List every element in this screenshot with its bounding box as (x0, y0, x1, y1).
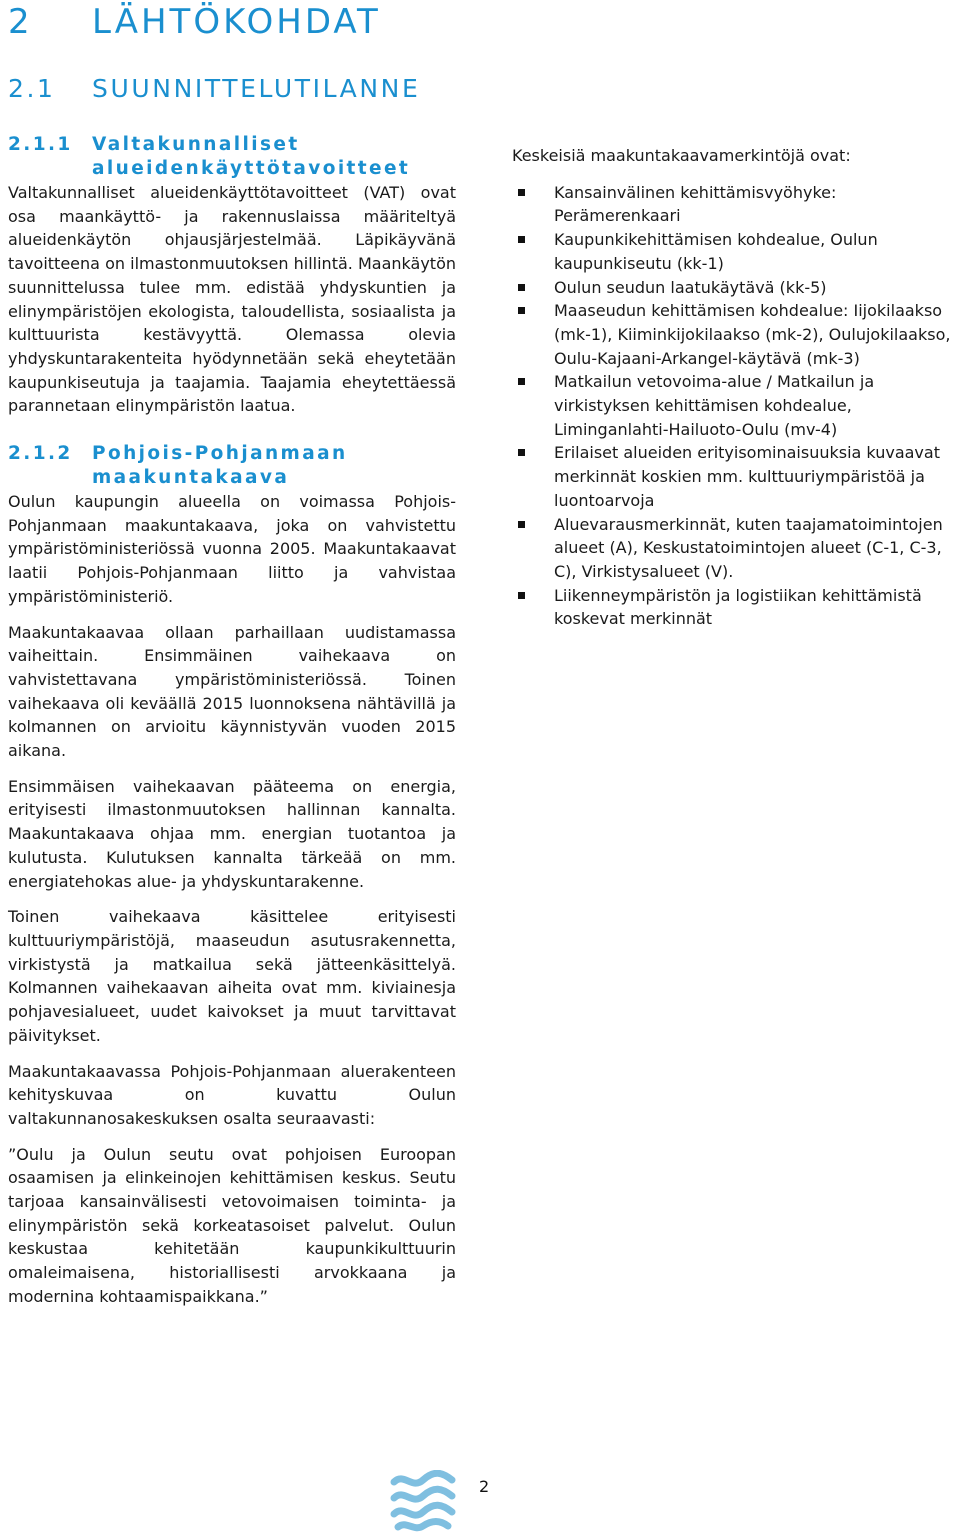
square-bullet-icon (518, 449, 525, 456)
subsection-title: Valtakunnalliset alueidenkäyttötavoitteet (92, 134, 411, 179)
square-bullet-icon (518, 236, 525, 243)
section-number: 2.1 (8, 74, 56, 103)
square-bullet-icon (518, 189, 525, 196)
list-intro: Keskeisiä maakuntakaavamerkintöjä ovat: (512, 146, 851, 165)
list-item: Aluevarausmerkinnät, kuten taajamatoimintojen alueet (A), Keskustatoimintojen alueet (C-1, C-3, C), Virkistysalueet (V). (512, 513, 958, 584)
subsection-heading-maakuntakaava (8, 442, 456, 490)
list-item: Matkailun vetovoima-alue / Matkailun ja virkistyksen kehittämisen kohdealue, Liminganlahti-Hailuoto-Oulu (mv-4) (512, 370, 958, 441)
square-bullet-icon (518, 284, 525, 291)
subsection-number: 2.1.1 (8, 134, 73, 155)
quote-paragraph: ”Oulu ja Oulun seutu ovat pohjoisen Euroopan osaamisen ja elinkeinojen kehittämisen keskus. Seutu tarjoaa kansainvälisesti vetovoimaisen toiminta- ja elinympäristön sekä korkeatasoiset palvelut. Oulun keskustaa kehitetään kaupunkikulttuurin omaleimaisena, historiallisesti arvokkaana ja modernina kohtaamispaikkana.” (8, 1144, 456, 1306)
left-column (8, 133, 456, 1309)
paragraph: Maakuntakaavaa ollaan parhaillaan uudistamassa vaiheittain. Ensimmäinen vaihekaava on vahvistettavana ympäristöministeriössä. Toinen vaihekaava oli keväällä 2015 luonnoksena nähtävillä ja kolmannen on arvioitu käynnistyvän vuoden 2015 aikana. (8, 622, 456, 761)
paragraph: Toinen vaihekaava käsittelee erityisesti kulttuuriympäristöjä, maaseudun asutusrakennetta, virkistystä ja matkailua sekä jätteenkäsittelyä. Kolmannen vaihekaavan aiheita ovat mm. kiviainesja pohjavesialueet, uudet kaivokset ja muut tarvittavat päivitykset. (8, 907, 456, 1045)
subsection-heading-vat (8, 133, 456, 181)
list-item: Liikenneympäristön ja logistiikan kehittämistä koskevat merkinnät (512, 584, 958, 631)
paragraph: Oulun kaupungin alueella on voimassa Pohjois-Pohjanmaan maakuntakaava, joka on vahvistettu ympäristöministeriössä vuonna 2005. Maakuntakaavat laatii Pohjois-Pohjanmaan liitto ja vahvistaa ympäristöministeriö. (8, 492, 456, 606)
plan-markings-list (512, 181, 958, 631)
chapter-number: 2 (8, 2, 33, 42)
subsection-number: 2.1.2 (8, 443, 73, 465)
waves-logo-icon (388, 1470, 458, 1532)
chapter-heading (8, 2, 381, 42)
section-title: SUUNNITTELUTILANNE (92, 74, 421, 103)
chapter-title: LÄHTÖKOHDAT (92, 2, 381, 42)
list-item: Maaseudun kehittämisen kohdealue: Iijokilaakso (mk-1), Kiiminkijokilaakso (mk-2), Oulujokilaakso, Oulu-Kajaani-Arkangel-käytävä (mk-3) (512, 299, 958, 370)
square-bullet-icon (518, 521, 525, 528)
square-bullet-icon (518, 592, 525, 599)
section-heading (8, 74, 420, 103)
right-column (512, 144, 958, 631)
list-item: Erilaiset alueiden erityisominaisuuksia kuvaavat merkinnät koskien mm. kulttuuriympäristöä ja luontoarvoja (512, 441, 958, 512)
list-item: Oulun seudun laatukäytävä (kk-5) (512, 276, 958, 300)
paragraph: Maakuntakaavassa Pohjois-Pohjanmaan aluerakenteen kehityskuvaa on kuvattu Oulun valtakunnanosakeskuksen osalta seuraavasti: (8, 1061, 456, 1128)
vat-paragraph: Valtakunnalliset alueidenkäyttötavoitteet (VAT) ovat osa maankäyttö- ja rakennuslaissa määriteltyä alueidenkäytön ohjausjärjestelmää. Läpikäyvänä tavoitteena on ilmastonmuutoksen hillintä. Maankäytön suunnittelussa tulee mm. edistää yhdyskuntien ja elinympäristöjen ekologista, taloudellista, sosiaalista ja kulttuurista kestävyyttä. Olemassa olevia yhdyskuntarakenteita hyödynnetään sekä eheytetään kaupunkiseutuja ja taajamia. Taajamia eheytettäessä parannetaan elinympäristön laatua. (8, 183, 456, 416)
paragraph: Ensimmäisen vaihekaavan pääteema on energia, erityisesti ilmastonmuutoksen hallinnan kannalta. Maakuntakaava ohjaa mm. energian tuotantoa ja kulutusta. Kulutuksen kannalta tärkeää on mm. energiatehokas alue- ja yhdyskuntarakenne. (8, 776, 456, 891)
list-item: Kaupunkikehittämisen kohdealue, Oulun kaupunkiseutu (kk-1) (512, 228, 958, 275)
list-item: Kansainvälinen kehittämisvyöhyke: Perämerenkaari (512, 181, 958, 228)
square-bullet-icon (518, 378, 525, 385)
subsection-title: Pohjois-Pohjanmaan maakuntakaava (92, 443, 348, 489)
square-bullet-icon (518, 307, 525, 314)
page-number: 2 (479, 1477, 490, 1496)
